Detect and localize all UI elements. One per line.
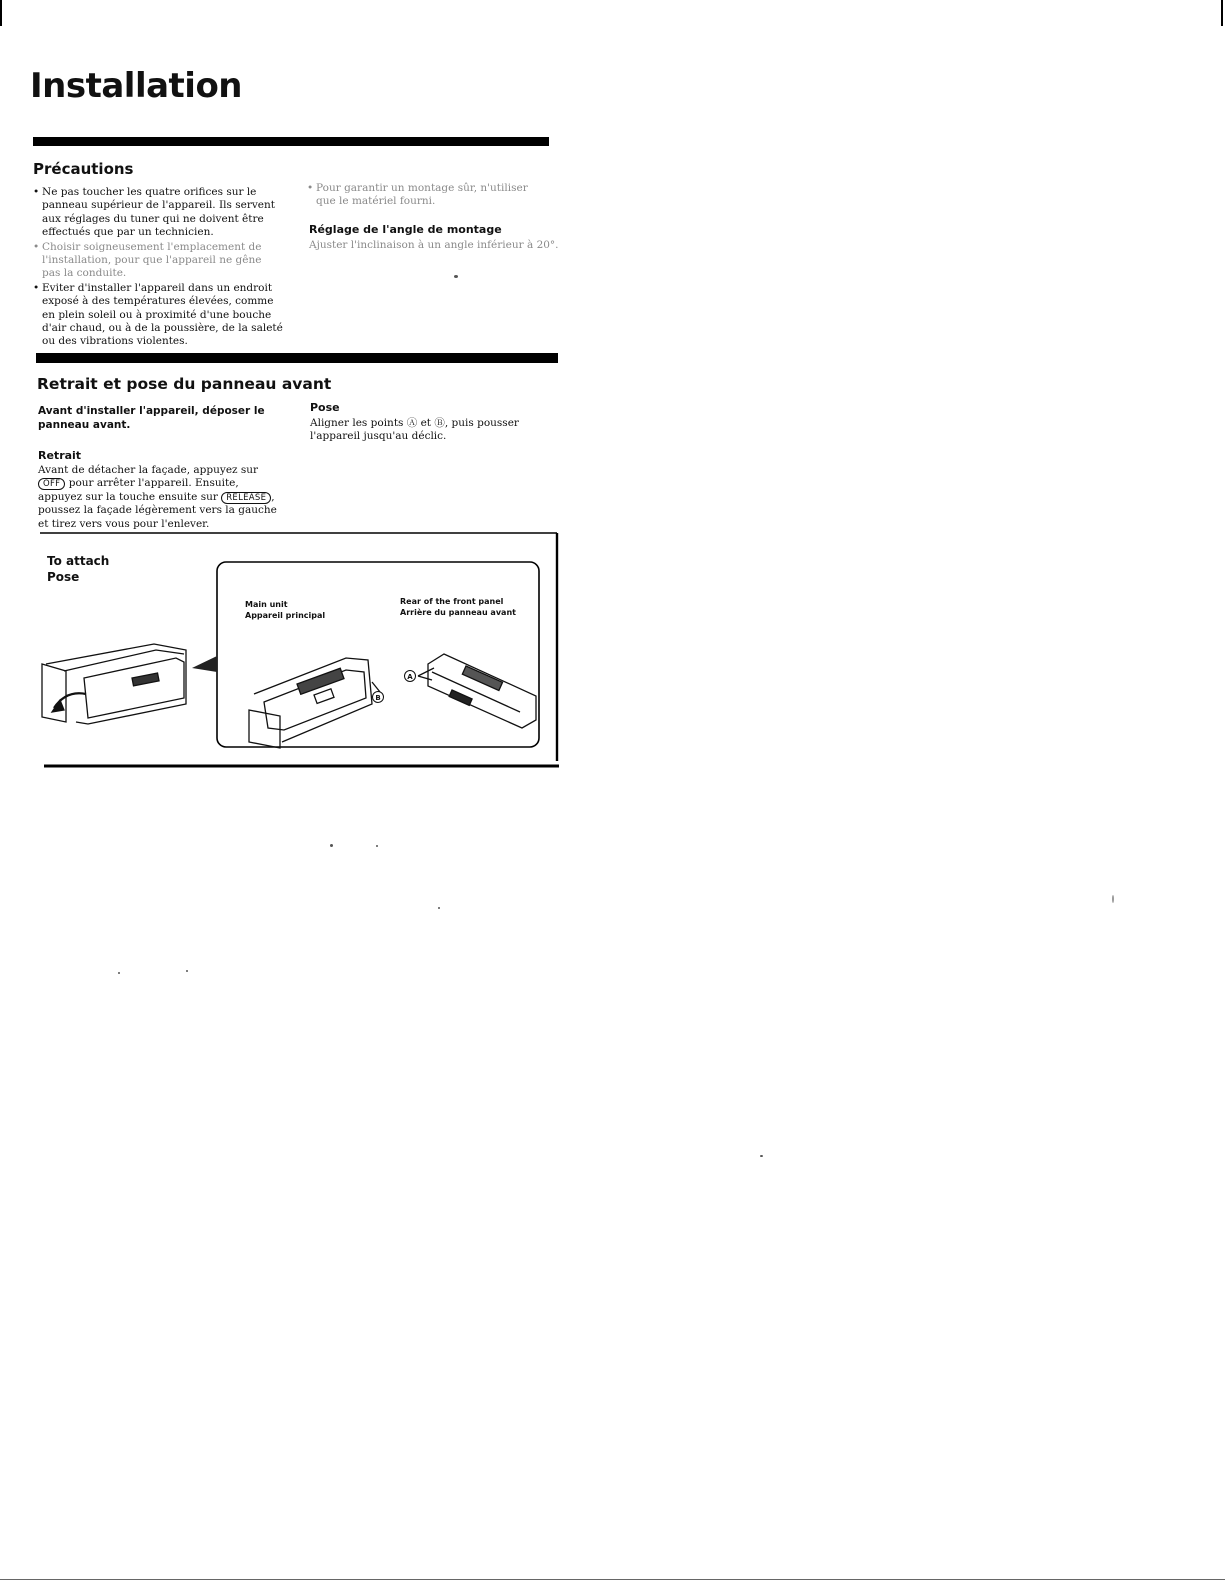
panel-intro: Avant d'installer l'appareil, déposer le panneau avant.: [38, 405, 265, 431]
off-button-label: OFF: [38, 478, 65, 490]
panel-section-heading: Retrait et pose du panneau avant: [37, 375, 332, 393]
precaution-item: • Choisir soigneusement l'emplacement de l'installation, pour que l'appareil ne gêne pas la conduite.: [33, 241, 283, 281]
figure-frame: [36, 532, 560, 768]
right-edge-mark: [1221, 0, 1223, 26]
main-unit-label-fr: Appareil principal: [245, 611, 326, 620]
attach-sketch: [42, 644, 186, 724]
scan-speck: [760, 1155, 763, 1157]
bottom-edge-line: [0, 1579, 1225, 1580]
precaution-item: • Ne pas toucher les quatre orifices sur le panneau supérieur de l'appareil. Ils servent aux réglages du tuner qui ne doivent être effectués que par un technicien.: [33, 186, 283, 240]
precautions-list: [33, 186, 283, 350]
pose-text: Aligner les points Ⓐ et Ⓑ, puis pousser l'appareil jusqu'au déclic.: [310, 417, 519, 443]
scan-speck: [454, 275, 458, 278]
pose-heading: Pose: [310, 401, 340, 414]
section-rule-panel: [36, 353, 558, 363]
scan-speck: [330, 844, 333, 847]
left-edge-mark: [0, 0, 2, 26]
scan-speck: [438, 907, 440, 909]
scan-speck: [186, 970, 188, 972]
main-unit-label-en: Main unit: [245, 600, 288, 609]
point-a-marker: A: [407, 673, 413, 681]
retrait-heading: Retrait: [38, 449, 82, 462]
point-b-marker: B: [375, 694, 381, 702]
rear-panel-label-fr: Arrière du panneau avant: [400, 608, 516, 617]
retrait-text: [38, 464, 283, 531]
retrait-text-part: pour arrêter l'appareil. Ensuite, appuyez sur la touche ensuite sur: [38, 477, 239, 503]
main-unit-sketch: [249, 658, 380, 748]
release-button-label: RELEASE: [221, 492, 271, 504]
scan-speck: [118, 972, 120, 974]
page-title: Installation: [30, 66, 243, 106]
retrait-text-part: Avant de détacher la façade, appuyez sur: [38, 464, 259, 476]
figure-illustration: [36, 532, 560, 768]
precaution-item: • Eviter d'installer l'appareil dans un endroit exposé à des températures élevées, comme en plein soleil ou à proximité d'une bouche d'air chaud, ou à de la poussière, de la saleté ou des vibrations violentes.: [33, 282, 283, 349]
front-panel-sketch: [418, 654, 536, 728]
precautions-heading: Précautions: [33, 160, 134, 178]
section-rule-precautions: [33, 137, 549, 146]
precautions-right-list: [307, 182, 547, 210]
precaution-item: • Pour garantir un montage sûr, n'utiliser que le matériel fourni.: [307, 182, 547, 209]
attach-label-fr: Pose: [47, 570, 80, 584]
attach-label-en: To attach: [47, 554, 110, 568]
scan-speck: [1112, 895, 1114, 903]
retrait-text-part: , poussez la façade légèrement vers la gauche et tirez vers vous pour l'enlever.: [38, 490, 277, 530]
rear-panel-label-en: Rear of the front panel: [400, 597, 504, 606]
scan-speck: [376, 845, 378, 847]
angle-text: Ajuster l'inclinaison à un angle inférieur à 20°.: [309, 239, 559, 251]
angle-heading: Réglage de l'angle de montage: [309, 223, 502, 236]
